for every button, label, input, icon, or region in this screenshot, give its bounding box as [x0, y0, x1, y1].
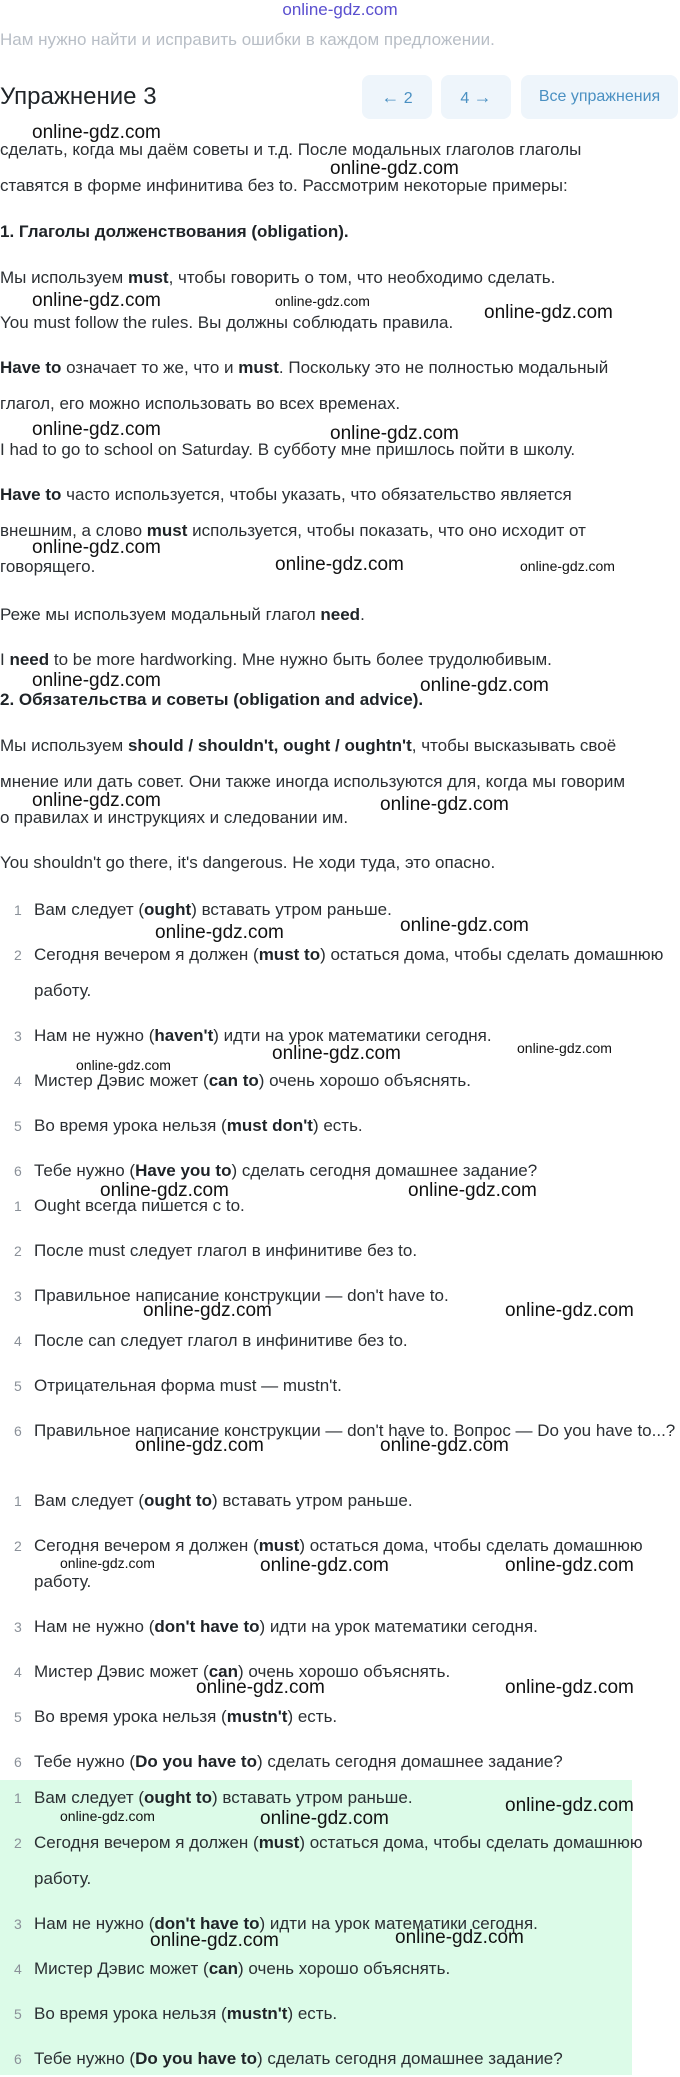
list-item: 5 Отрицательная форма must — mustn't.: [14, 1376, 342, 1395]
list-item: 1 Вам следует (ought) вставать утром раньше.: [14, 900, 392, 919]
theory-line: сделать, когда мы даём советы и т.д. После модальных глаголов глаголы: [0, 140, 582, 159]
watermark: online-gdz.com: [420, 675, 549, 696]
watermark: online-gdz.com: [380, 794, 509, 815]
watermark: online-gdz.com: [196, 1677, 325, 1698]
all-exercises-button[interactable]: Все упражнения: [521, 75, 678, 119]
watermark: online-gdz.com: [260, 1555, 389, 1576]
watermark: online-gdz.com: [32, 670, 161, 691]
list-item: 6 Тебе нужно (Do you have to) сделать сегодня домашнее задание?: [14, 1752, 563, 1771]
theory-paragraph: Have to означает то же, что и must. Поскольку это не полностью модальный глагол, его можно использовать во всех временах.: [0, 358, 609, 413]
theory-line: ставятся в форме инфинитива без to. Рассмотрим некоторые примеры:: [0, 176, 568, 195]
watermark: online-gdz.com: [520, 558, 615, 574]
list-item: 5 Во время урока нельзя (mustn't) есть.: [14, 1707, 338, 1726]
list-item: 1 Ought всегда пишется с to.: [14, 1196, 245, 1215]
list-item: 3 Нам не нужно (haven't) идти на урок математики сегодня.: [14, 1026, 492, 1045]
list-item: 2 Сегодня вечером я должен (must to) остаться дома, чтобы сделать домашнюю работу.: [14, 945, 664, 1000]
watermark: online-gdz.com: [505, 1795, 634, 1816]
heading-text: 2. Обязательства и советы (obligation and advice).: [0, 690, 424, 709]
watermark: online-gdz.com: [380, 1435, 509, 1456]
exercise-intro: Нам нужно найти и исправить ошибки в каждом предложении.: [0, 30, 495, 49]
explanations-list: [0, 1188, 680, 1494]
watermark: online-gdz.com: [155, 922, 284, 943]
watermark: online-gdz.com: [143, 1300, 272, 1321]
list-item: 3 Нам не нужно (don't have to) идти на урок математики сегодня.: [14, 1617, 538, 1636]
next-exercise-label: 4: [460, 90, 470, 107]
list-item: 6 Тебе нужно (Have you to) сделать сегодня домашнее задание?: [14, 1161, 538, 1180]
heading-text: 1. Глаголы долженствования (obligation).: [0, 222, 349, 241]
arrow-right-icon: →: [473, 87, 492, 107]
list-item: 6 Правильное написание конструкции — don't have to. Вопрос — Do you have to...?: [14, 1421, 676, 1440]
watermark: online-gdz.com: [135, 1435, 264, 1456]
theory-example: I had to go to school on Saturday. В субботу мне пришлось пойти в школу.: [0, 440, 576, 459]
list-item: 4 Мистер Дэвис может (can) очень хорошо объяснять.: [14, 1662, 451, 1681]
site-watermark-top: online-gdz.com: [282, 0, 398, 19]
list-item: 2 Сегодня вечером я должен (must) остаться дома, чтобы сделать домашнюю работу.: [14, 1536, 643, 1591]
watermark: online-gdz.com: [505, 1677, 634, 1698]
theory-paragraph: Have to часто используется, чтобы указать, что обязательство является внешним, а слово must используется, чтобы показать, что оно исходит от говорящего.: [0, 485, 586, 576]
list-item: 3 Нам не нужно (don't have to) идти на урок математики сегодня.: [14, 1914, 538, 1933]
watermark: online-gdz.com: [330, 423, 459, 444]
watermark: online-gdz.com: [76, 1057, 171, 1073]
watermark: online-gdz.com: [505, 1555, 634, 1576]
watermark: online-gdz.com: [32, 537, 161, 558]
page-title: Упражнение 3: [0, 83, 157, 110]
list-item: 1 Вам следует (ought to) вставать утром раньше.: [14, 1788, 413, 1807]
theory-paragraph: Мы используем must, чтобы говорить о том, что необходимо сделать.: [0, 268, 556, 287]
prev-exercise-label: 2: [403, 90, 413, 107]
watermark: online-gdz.com: [60, 1808, 155, 1824]
theory-heading-1: [0, 214, 680, 250]
watermark: online-gdz.com: [517, 1040, 612, 1056]
watermark: online-gdz.com: [32, 419, 161, 440]
list-item: 2 Сегодня вечером я должен (must) остаться дома, чтобы сделать домашнюю работу.: [14, 1833, 643, 1888]
theory-example: You shouldn't go there, it's dangerous. Не ходи туда, это опасно.: [0, 853, 496, 872]
watermark: online-gdz.com: [100, 1180, 229, 1201]
theory-paragraph: Мы используем should / shouldn't, ought / oughtn't, чтобы высказывать своё мнение или дать совет. Они также иногда используются для, когда мы говорим о правилах и инструкциях и следовании им.: [0, 736, 626, 827]
list-item: 2 После must следует глагол в инфинитиве без to.: [14, 1241, 418, 1260]
watermark: online-gdz.com: [272, 1043, 401, 1064]
watermark: online-gdz.com: [32, 290, 161, 311]
watermark: online-gdz.com: [395, 1927, 524, 1948]
theory-example: I need to be more hardworking. Мне нужно быть более трудолюбивым.: [0, 650, 552, 669]
list-item: 5 Во время урока нельзя (mustn't) есть.: [14, 2004, 338, 2023]
list-item: 1 Вам следует (ought to) вставать утром раньше.: [14, 1491, 413, 1510]
watermark: online-gdz.com: [484, 302, 613, 323]
list-item: 6 Тебе нужно (Do you have to) сделать сегодня домашнее задание?: [14, 2049, 563, 2068]
watermark: online-gdz.com: [408, 1180, 537, 1201]
next-exercise-button[interactable]: [441, 75, 511, 119]
prev-exercise-button[interactable]: [362, 75, 432, 119]
list-item: 4 Мистер Дэвис может (can) очень хорошо объяснять.: [14, 1959, 451, 1978]
theory-example: You must follow the rules. Вы должны соблюдать правила.: [0, 313, 454, 332]
watermark: online-gdz.com: [260, 1808, 389, 1829]
watermark: online-gdz.com: [330, 158, 459, 179]
watermark: online-gdz.com: [505, 1300, 634, 1321]
list-item: 4 Мистер Дэвис может (can to) очень хорошо объяснять.: [14, 1071, 471, 1090]
corrected-sentences-list: [0, 1483, 680, 1780]
watermark: online-gdz.com: [150, 1930, 279, 1951]
watermark: online-gdz.com: [32, 122, 161, 143]
list-item: 5 Во время урока нельзя (must don't) есть.: [14, 1116, 363, 1135]
exercise-header: [0, 75, 680, 121]
watermark: online-gdz.com: [32, 790, 161, 811]
arrow-left-icon: ←: [381, 87, 400, 107]
theory-paragraph: Реже мы используем модальный глагол need.: [0, 605, 365, 624]
watermark: online-gdz.com: [60, 1555, 155, 1571]
watermark: online-gdz.com: [275, 293, 370, 309]
list-item: 4 После can следует глагол в инфинитиве без to.: [14, 1331, 408, 1350]
watermark: online-gdz.com: [275, 554, 404, 575]
watermark: online-gdz.com: [400, 915, 529, 936]
list-item: 3 Правильное написание конструкции — don't have to.: [14, 1286, 449, 1305]
